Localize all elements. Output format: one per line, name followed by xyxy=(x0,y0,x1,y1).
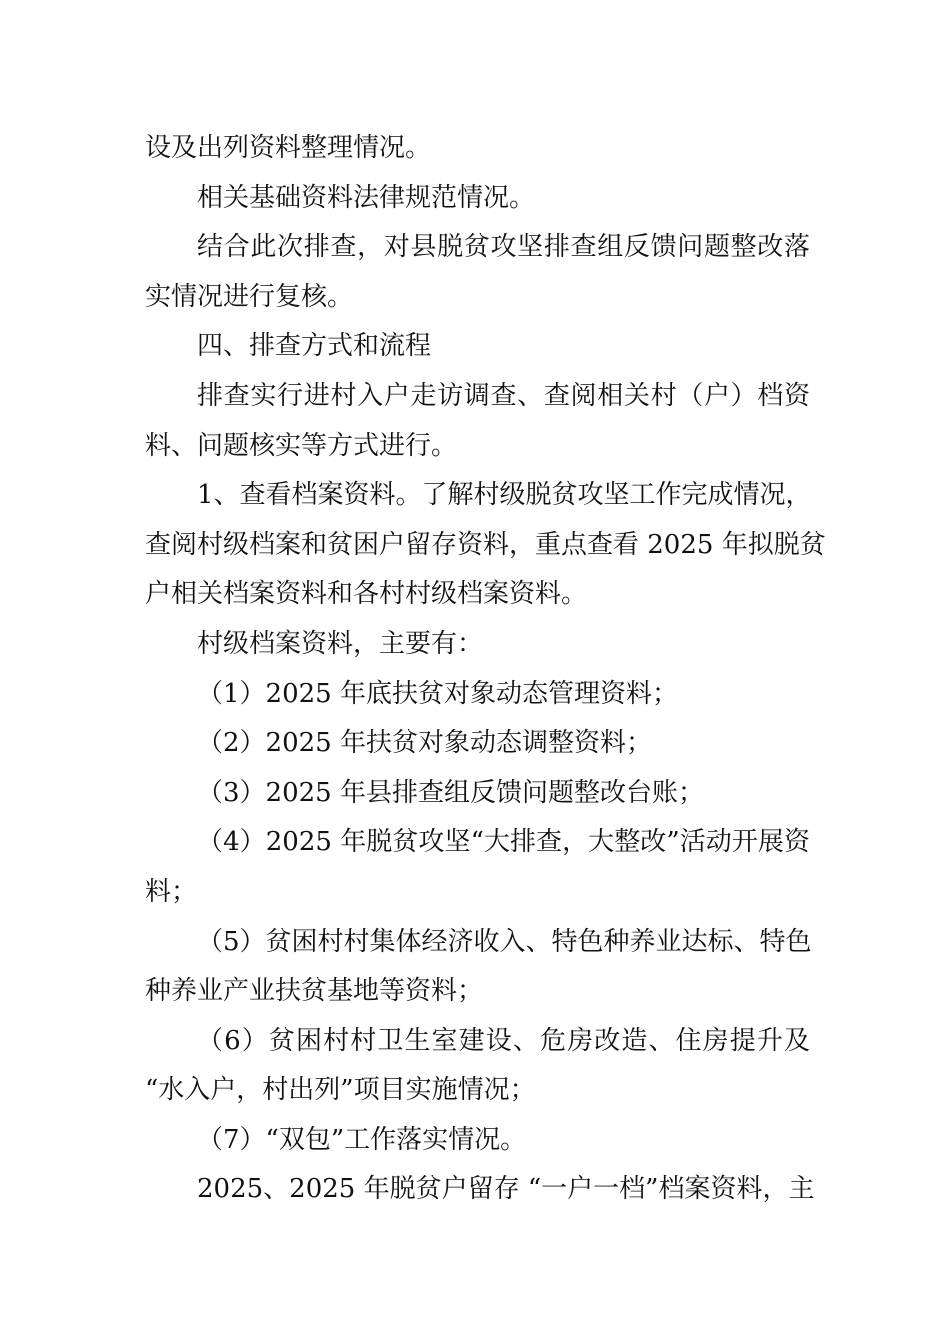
list-item: （3）2025 年县排查组反馈问题整改台账； xyxy=(197,777,704,808)
text-line: 结合此次排查，对县脱贫攻坚排查组反馈问题整改落 xyxy=(197,232,810,263)
text-line: “水入户，村出列”项目实施情况； xyxy=(145,1075,536,1106)
list-item: （5）贫困村村集体经济收入、特色种养业达标、特色 xyxy=(197,926,812,957)
body-text xyxy=(145,124,826,1215)
text-line: 实情况进行复核。 xyxy=(145,281,354,312)
text-line: 排查实行进村入户走访调查、查阅相关村（户）档资 xyxy=(197,380,810,411)
list-item: （4）2025 年脱贫攻坚“大排查，大整改”活动开展资 xyxy=(197,827,810,858)
text-line: 查阅村级档案和贫困户留存资料，重点查看 2025 年拟脱贫 xyxy=(145,529,826,560)
text-line: 1、查看档案资料。了解村级脱贫攻坚工作完成情况， xyxy=(197,480,812,511)
section-heading: 四、排查方式和流程 xyxy=(197,331,432,362)
list-item: （2）2025 年扶贫对象动态调整资料； xyxy=(197,728,652,759)
text-line: 设及出列资料整理情况。 xyxy=(145,133,432,163)
text-line: 料、问题核实等方式进行。 xyxy=(145,430,458,461)
list-item: （6）贫困村村卫生室建设、危房改造、住房提升及 xyxy=(197,1025,810,1056)
text-line: 料； xyxy=(145,876,198,907)
text-line: 相关基础资料法律规范情况。 xyxy=(197,182,536,213)
text-line: 村级档案资料，主要有： xyxy=(197,628,484,659)
text-line: 户相关档案资料和各村村级档案资料。 xyxy=(145,579,588,610)
list-item: （1）2025 年底扶贫对象动态管理资料； xyxy=(197,678,678,709)
list-item: （7）“双包”工作落实情况。 xyxy=(197,1124,527,1155)
text-line: 种养业产业扶贫基地等资料； xyxy=(145,976,484,1007)
text-line: 2025、2025 年脱贫户留存 “一户一档”档案资料，主 xyxy=(197,1174,815,1205)
